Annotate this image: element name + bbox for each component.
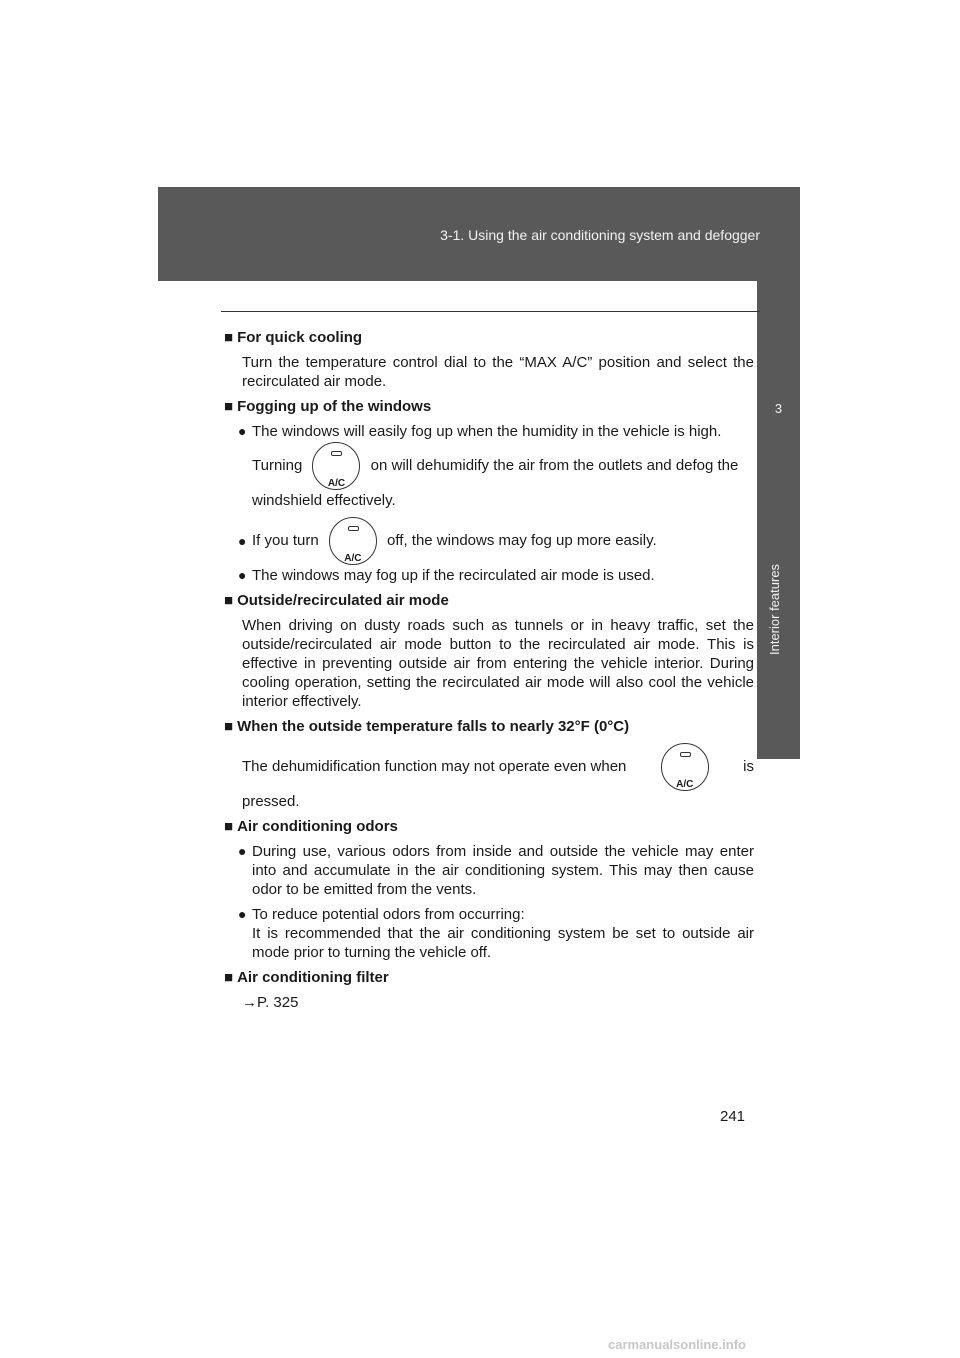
heading-filter: ■ Air conditioning filter — [224, 969, 389, 986]
quick-cooling-text: Turn the temperature control dial to the “MAX A/C” position and select the recirculated air mode. — [242, 354, 754, 390]
low-temp-text: The dehumidification function may not operate even when A/C is — [242, 742, 754, 792]
ac-button-icon: A/C — [661, 743, 709, 791]
page-number: 241 — [720, 1108, 746, 1125]
chapter-tab — [757, 281, 800, 759]
ac-button-icon: A/C — [312, 442, 360, 490]
fogging-bullet-2: ● If you turn A/C off, the windows may fog up more easily. — [252, 516, 754, 566]
heading-outside-recirc: ■ Outside/recirculated air mode — [224, 592, 449, 609]
filter-ref-link[interactable]: →P. 325 — [242, 994, 299, 1011]
chapter-name: Interior features — [767, 563, 782, 655]
bullet-dot-icon: ● — [238, 533, 247, 549]
ac-button-icon: A/C — [329, 517, 377, 565]
bullet-dot-icon: ● — [238, 423, 247, 439]
odors-bullet-1: ● During use, various odors from inside and outside the vehicle may enter into and accumulate in the air conditioning system. This may then cause odor to be emitted from the vents. — [238, 843, 754, 898]
header-rule — [221, 311, 760, 312]
header-band — [158, 187, 800, 281]
heading-fogging: ■ Fogging up of the windows — [224, 398, 432, 415]
heading-quick-cooling: ■ For quick cooling — [224, 329, 363, 346]
odors-bullet-2: ● To reduce potential odors from occurring: It is recommended that the air conditioning system be set to outside air mode prior to turning the vehicle off. — [238, 906, 754, 961]
section-title: 3-1. Using the air conditioning system and defogger — [440, 227, 760, 243]
bullet-dot-icon: ● — [238, 567, 247, 583]
content: ■ For quick cooling Turn the temperature control dial to the “MAX A/C” position and select the recirculated air mode. ■ Fogging up of the windows ● The windows will easily fog up when the humidity in the vehicle is high. Turning A/C on will dehumidify the air from the outlets and defog the windshield effectively. ● If you turn A/C off, the windows may fog up more easily. ● The windows may fog up if the recirculated air mode is used. ■ Outside/recirculated air mode When driving on dusty roads such as tunnels or in heavy traffic, set the outside/recirculated air mode button to the recirculated air mode. This is effective in preventing outside air from entering the vehicle interior. During cooling operation, setting the recirculated air mode will also cool the vehicle interior effectively. ■ When the outside temperature falls to nearly 32°F (0°C) The dehumidification function may not operate even when A/C is pressed. ■ Air conditioning odors ● During use, various odors from inside and outside the vehicle may enter into and accumulate in the air conditioning system. This may then cause odor to be emitted from the vents. ● To reduce potential odors from occurring: It is recommended that the air conditioning system be set to outside air mode prior to turning the vehicle off. ■ Air conditioning filter →P. 325 — [224, 329, 754, 1011]
outside-recirc-text: When driving on dusty roads such as tunnels or in heavy traffic, set the outside/recirculated air mode button to the recirculated air mode. This is effective in preventing outside air from entering the vehicle interior. During cooling operation, setting the recirculated air mode will also cool the vehicle interior effectively. — [242, 617, 754, 710]
fogging-bullet-3: ● The windows may fog up if the recirculated air mode is used. — [238, 567, 655, 584]
bullet-dot-icon: ● — [238, 906, 247, 922]
fogging-bullet-1: ● The windows will easily fog up when the humidity in the vehicle is high. Turning A/C on will dehumidify the air from the outlets and defog the windshield effectively. — [238, 423, 739, 509]
heading-odors: ■ Air conditioning odors — [224, 818, 398, 835]
heading-low-temp: ■ When the outside temperature falls to nearly 32°F (0°C) — [224, 718, 630, 735]
chapter-number: 3 — [774, 401, 783, 416]
watermark: carmanualsonline.info — [608, 1337, 746, 1352]
bullet-dot-icon: ● — [238, 843, 247, 859]
